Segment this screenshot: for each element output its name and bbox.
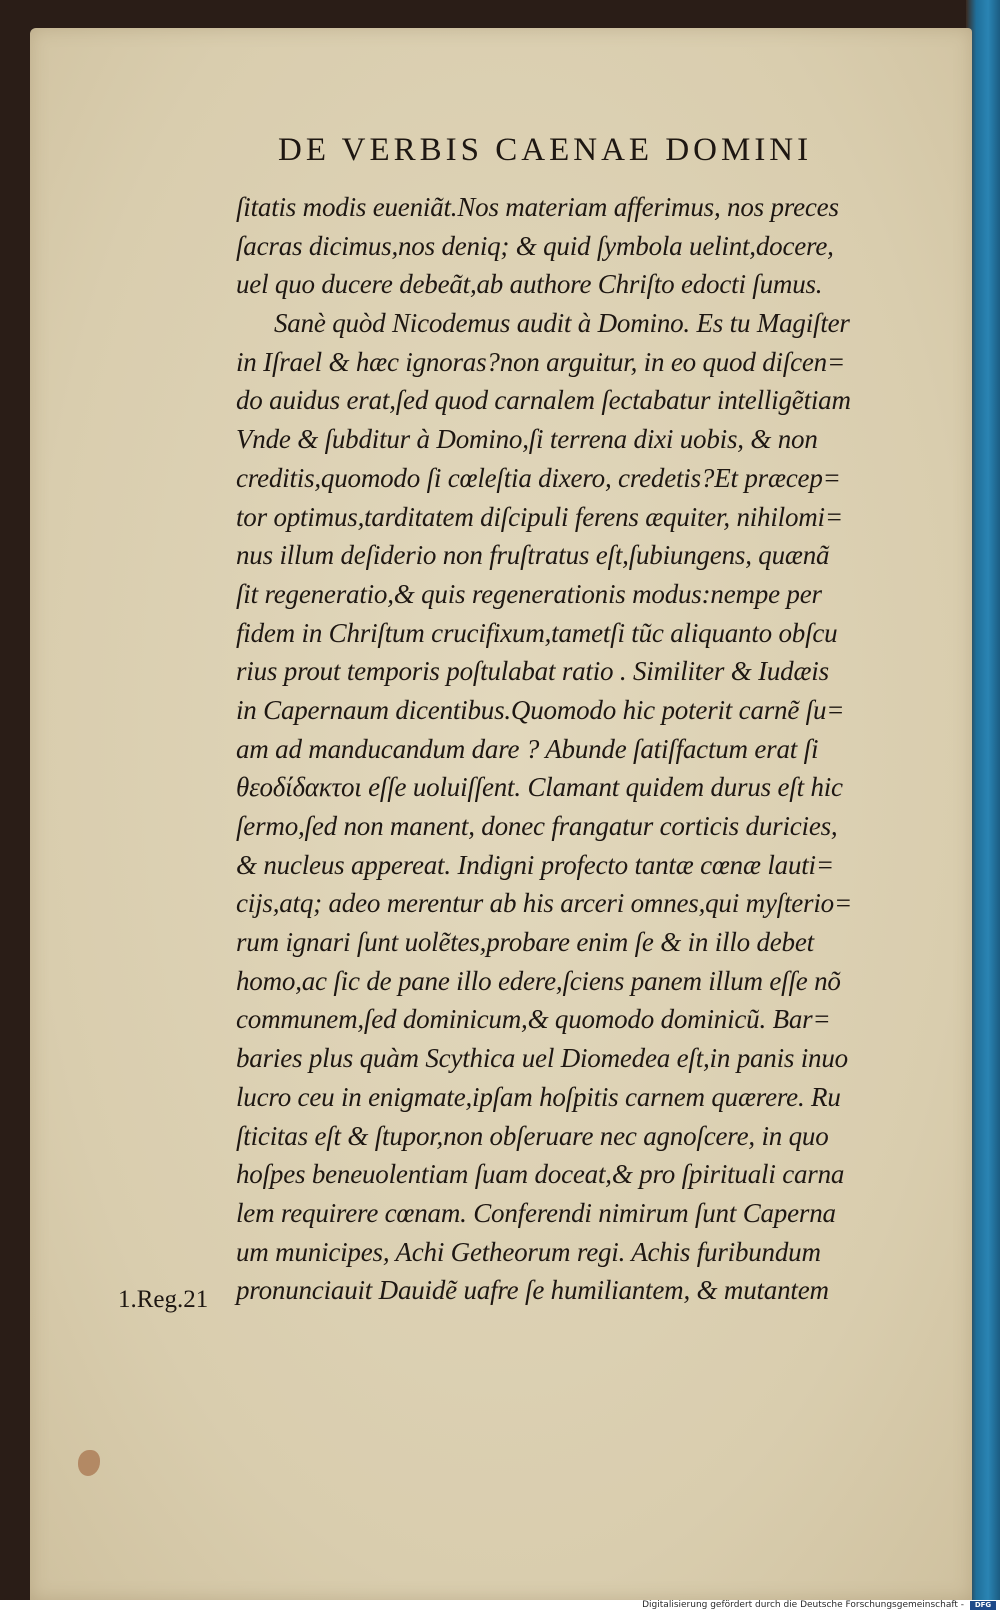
text-line: Sanè quòd Nicodemus audit à Domino. Es tu Magiſter [274, 308, 850, 339]
text-line: cijs,atq; adeo merentur ab his arceri omnes,qui myſterio= [236, 888, 852, 919]
text-line: nus illum deſiderio non fruſtratus eſt,ſubiungens, quænã [236, 540, 830, 571]
text-line: & nucleus appereat. Indigni profecto tantæ cœnæ lauti= [236, 849, 834, 880]
text-line: pronunciauit Dauidẽ uafre ſe humiliantem, & mutantem [236, 1275, 829, 1306]
text-line: rum ignari ſunt uolẽtes,probare enim ſe & in illo debet [236, 927, 814, 958]
dfg-logo: DFG [970, 1601, 996, 1610]
funding-credit: Digitalisierung gefördert durch die Deutsche Forschungsgemeinschaft - [642, 1600, 964, 1610]
page-body-text [236, 188, 916, 1310]
text-line: ſitatis modis eueniãt.Nos materiam afferimus, nos preces [236, 192, 839, 222]
text-line: baries plus quàm Scythica uel Diomedea eſt,in panis inuo [236, 1043, 848, 1074]
text-line: θεοδίδακτοι eſſe uoluiſſent. Clamant quidem durus eſt hic [236, 772, 843, 803]
marginal-reference: 1.Reg.21 [118, 1286, 209, 1313]
footer-strip [0, 1600, 1000, 1611]
text-line: communem,ſed dominicum,& quomodo dominicũ. Bar= [236, 1004, 831, 1035]
text-line: lem requirere cœnam. Conferendi nimirum ſunt Caperna [236, 1197, 836, 1228]
text-line: ſticitas eſt & ſtupor,non obſeruare nec agnoſcere, in quo [236, 1120, 829, 1151]
text-line: rius prout temporis poſtulabat ratio . Similiter & Iudæis [236, 656, 829, 687]
text-line: tor optimus,tarditatem diſcipuli ferens æquiter, nihilomi= [236, 501, 843, 532]
text-line: Vnde & ſubditur à Domino,ſi terrena dixi uobis, & non [236, 424, 818, 455]
text-line: uel quo ducere debeãt,ab authore Chriſto edocti ſumus. [236, 269, 823, 300]
running-header: DE VERBIS CAENAE DOMINI [278, 132, 813, 168]
text-line: um municipes, Achi Getheorum regi. Achis furibundum [236, 1236, 821, 1267]
text-line: in Iſrael & hæc ignoras?non arguitur, in eo quod diſcen= [236, 346, 845, 377]
text-line: do auidus erat,ſed quod carnalem ſectabatur intelligẽtiam [236, 385, 851, 416]
text-line: in Capernaum dicentibus.Quomodo hic poterit carnẽ ſu= [236, 694, 845, 725]
text-line: lucro ceu in enigmate,ipſam hoſpitis carnem quærere. Ru [236, 1081, 841, 1112]
text-line: homo,ac ſic de pane illo edere,ſciens panem illum eſſe nõ [236, 965, 841, 996]
text-line: am ad manducandum dare ? Abunde ſatiſfactum erat ſi [236, 733, 819, 764]
text-line: hoſpes beneuolentiam ſuam doceat,& pro ſpirituali carna [236, 1159, 845, 1190]
text-line: ſit regeneratio,& quis regenerationis modus:nempe per [236, 578, 822, 609]
text-line: fidem in Chriſtum crucifixum,tametſi tũc aliquanto obſcu [236, 617, 838, 648]
text-line: ſermo,ſed non manent, donec frangatur corticis duricies, [236, 811, 838, 841]
text-line: creditis,quomodo ſi cœleſtia dixero, credetis?Et præcep= [236, 462, 841, 493]
text-line: ſacras dicimus,nos deniq; & quid ſymbola uelint,docere, [236, 230, 834, 261]
